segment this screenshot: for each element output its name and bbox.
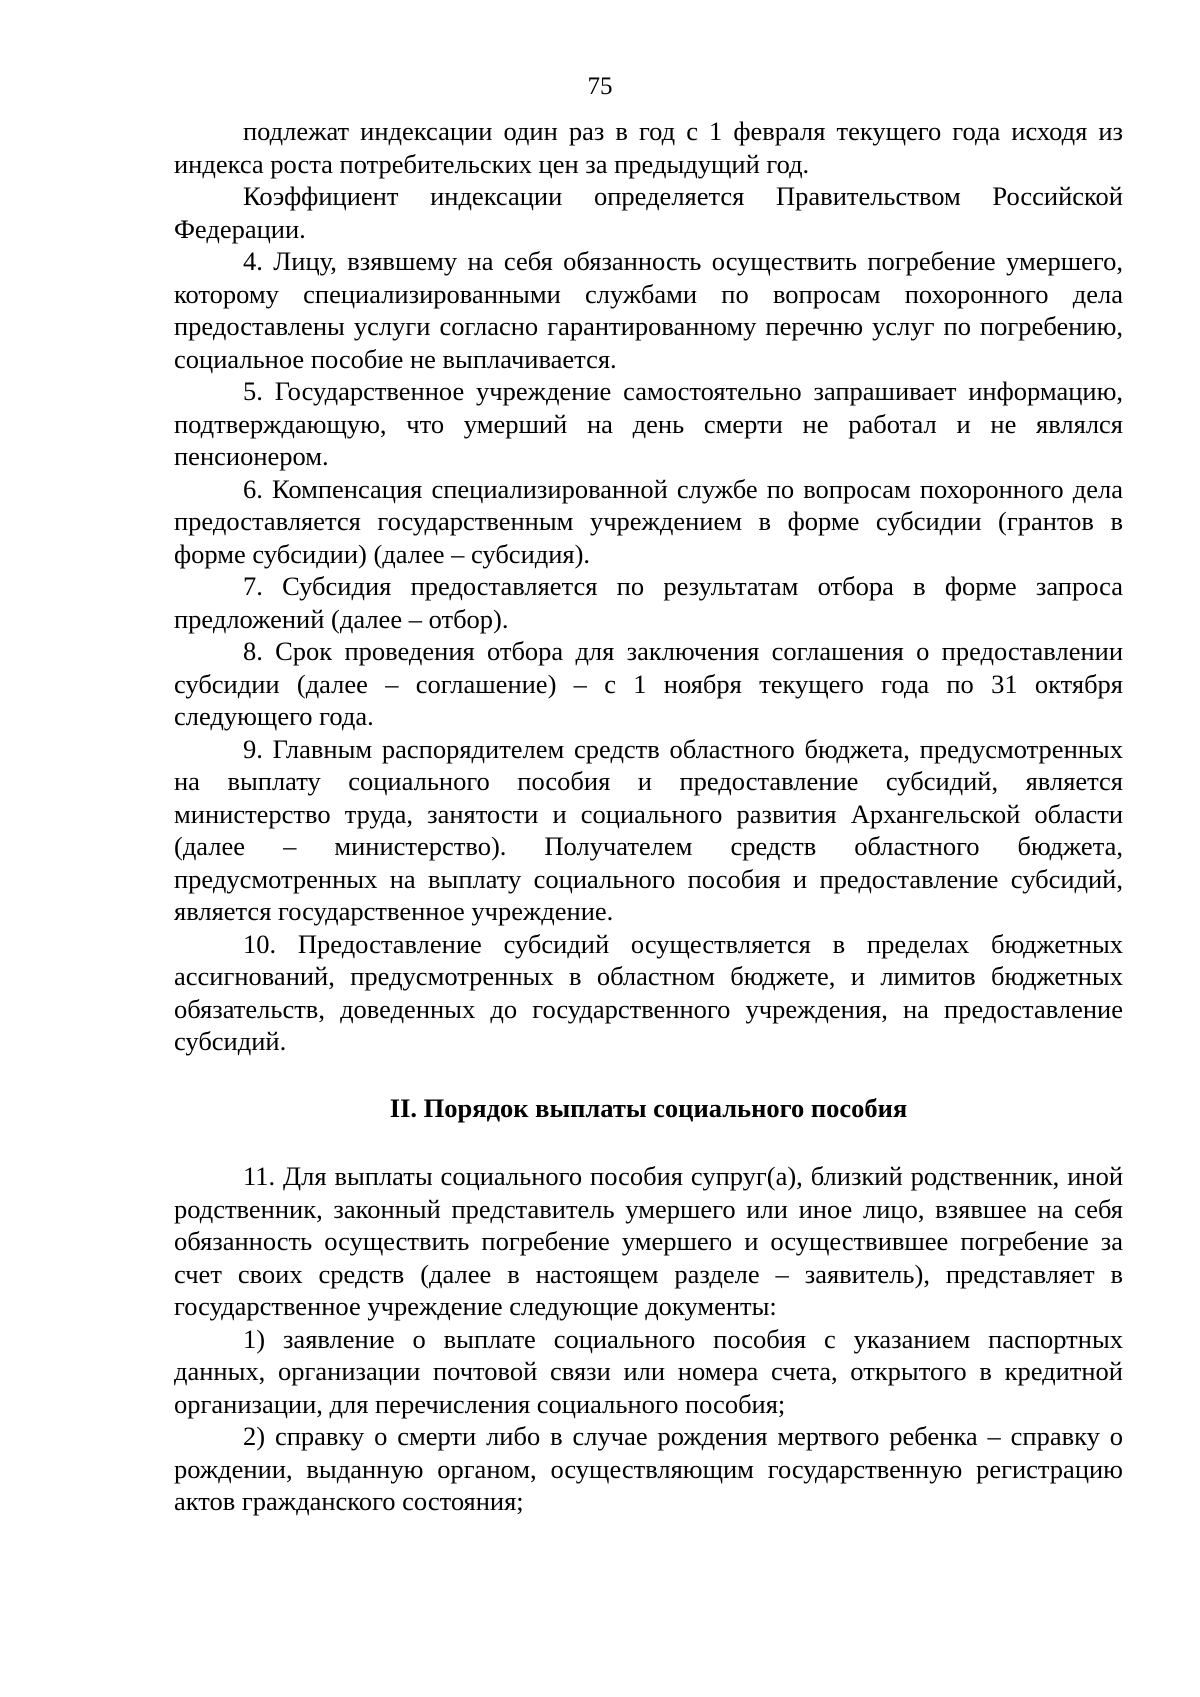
paragraph-5: 5. Государственное учреждение самостоятельно запрашивает информацию, подтверждающую, что умерший на день смерти не работал и не являлся пенсионером. bbox=[174, 376, 1123, 471]
paragraph-continuation: подлежат индексации один раз в год с 1 февраля текущего года исходя из индекса роста потребительских цен за предыдущий год. bbox=[174, 116, 1123, 179]
paragraph-coefficient: Коэффициент индексации определяется Правительством Российской Федерации. bbox=[174, 181, 1123, 244]
paragraph-9: 9. Главным распорядителем средств областного бюджета, предусмотренных на выплату социального пособия и предоставление субсидий, является министерство труда, занятости и социального развития Архангельской области (далее – министерство). Получателем средств областного бюджета, предусмотренных на выплату социального пособия и предоставление субсидий, является государственное учреждение. bbox=[174, 733, 1123, 926]
list-item-1: 1) заявление о выплате социального пособия с указанием паспортных данных, организации почтовой связи или номера счета, открытого в кредитной организации, для перечисления социального пособия; bbox=[174, 1323, 1123, 1419]
paragraph-10: 10. Предоставление субсидий осуществляется в пределах бюджетных ассигнований, предусмотренных в областном бюджете, и лимитов бюджетных обязательств, доведенных до государственного учреждения, на предоставление субсидий. bbox=[174, 928, 1123, 1056]
list-item-2: 2) справку о смерти либо в случае рождения мертвого ребенка – справку о рождении, выданную органом, осуществляющим государственную регистрацию актов гражданского состояния; bbox=[174, 1421, 1123, 1516]
document-body bbox=[174, 115, 1123, 1518]
spacer bbox=[174, 1058, 1123, 1092]
section-heading: II. Порядок выплаты социального пособия bbox=[389, 1092, 908, 1123]
paragraph-7: 7. Субсидия предоставляется по результатам отбора в форме запроса предложений (далее – отбор). bbox=[174, 571, 1123, 634]
paragraph-4: 4. Лицу, взявшему на себя обязанность осуществить погребение умершего, которому специализированными службами по вопросам похоронного дела предоставлены услуги согласно гарантированному перечню услуг по погребению, социальное пособие не выплачивается. bbox=[174, 246, 1123, 374]
paragraph-11: 11. Для выплаты социального пособия супруг(а), близкий родственник, иной родственник, законный представитель умершего или иное лицо, взявшее на себя обязанность осуществить погребение умершего и осуществившее погребение за счет своих средств (далее в настоящем разделе – заявитель), представляет в государственное учреждение следующие документы: bbox=[174, 1161, 1123, 1321]
paragraph-8: 8. Срок проведения отбора для заключения соглашения о предоставлении субсидии (далее – соглашение) – с 1 ноября текущего года по 31 октября следующего года. bbox=[174, 636, 1123, 731]
spacer bbox=[174, 1124, 1123, 1160]
paragraph-6: 6. Компенсация специализированной службе по вопросам похоронного дела предоставляется государственным учреждением в форме субсидии (грантов в форме субсидии) (далее – субсидия). bbox=[174, 473, 1123, 569]
page-number: 75 bbox=[587, 73, 613, 100]
